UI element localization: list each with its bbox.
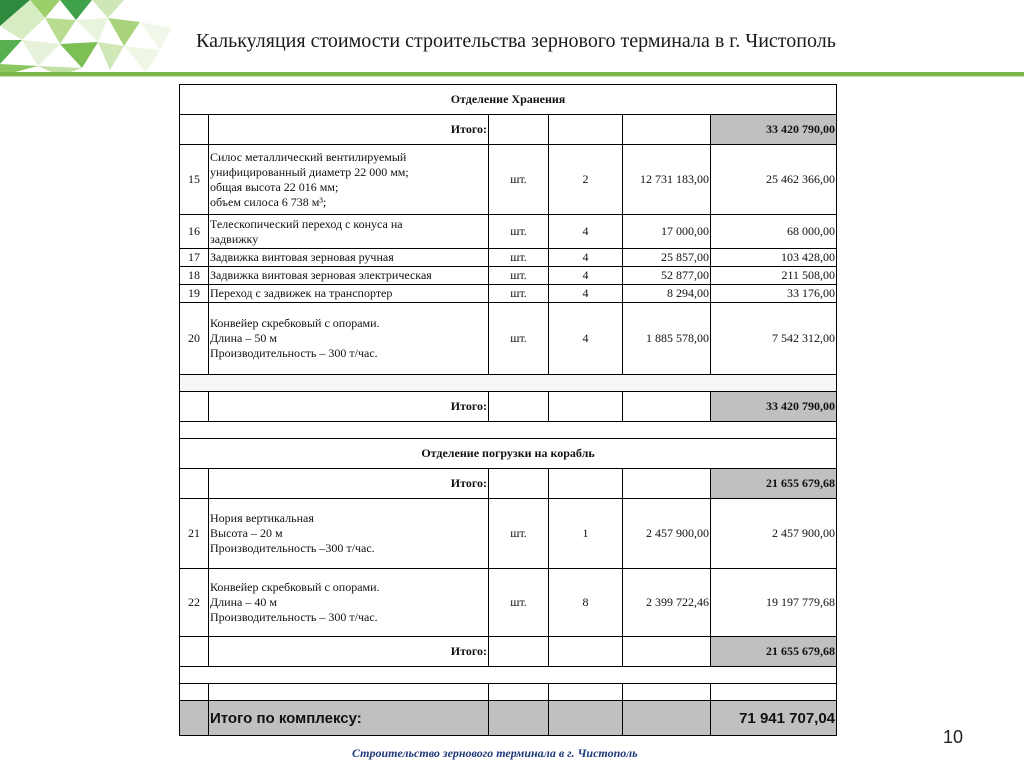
quantity: 4 xyxy=(549,303,623,375)
header-divider-light xyxy=(0,76,1024,77)
subtotal-row-storage-bottom xyxy=(180,392,837,422)
row-number: 15 xyxy=(180,145,209,215)
spacer-row xyxy=(180,422,837,439)
row-number: 16 xyxy=(180,215,209,249)
row-number: 20 xyxy=(180,303,209,375)
item-description xyxy=(209,249,489,267)
footer-caption: Строительство зернового терминала в г. Чистополь xyxy=(352,746,638,760)
description-line: Высота – 20 м xyxy=(210,526,283,540)
row-number: 21 xyxy=(180,499,209,569)
section-header-storage xyxy=(180,85,837,115)
table-row xyxy=(180,499,837,569)
unit: шт. xyxy=(489,145,549,215)
row-number: 17 xyxy=(180,249,209,267)
item-description xyxy=(209,145,489,215)
unit-price: 25 857,00 xyxy=(623,249,711,267)
subtotal-row-storage-top xyxy=(180,115,837,145)
description-line: Производительность – 300 т/час. xyxy=(210,610,378,624)
subtotal-value: 33 420 790,00 xyxy=(711,392,837,422)
table-row xyxy=(180,569,837,637)
description-line: унифицированный диаметр 22 000 мм; xyxy=(210,164,409,179)
item-description xyxy=(209,267,489,285)
item-description xyxy=(209,499,489,569)
subtotal-row-loading-top xyxy=(180,469,837,499)
description-line: Конвейер скребковый с опорами. xyxy=(210,580,380,594)
line-sum: 2 457 900,00 xyxy=(711,499,837,569)
spacer-row xyxy=(180,667,837,684)
unit-price: 17 000,00 xyxy=(623,215,711,249)
description-line: Нория вертикальная xyxy=(210,511,314,525)
row-number: 22 xyxy=(180,569,209,637)
description-line: Задвижка винтовая зерновая ручная xyxy=(210,250,394,264)
grand-total-value: 71 941 707,04 xyxy=(711,701,837,736)
table-row xyxy=(180,249,837,267)
description-line: задвижку xyxy=(210,231,259,246)
subtotal-label: Итого: xyxy=(209,637,489,667)
subtotal-value: 33 420 790,00 xyxy=(711,115,837,145)
subtotal-label: Итого: xyxy=(209,392,489,422)
unit: шт. xyxy=(489,285,549,303)
table-row xyxy=(180,215,837,249)
line-sum: 25 462 366,00 xyxy=(711,145,837,215)
quantity: 4 xyxy=(549,215,623,249)
quantity: 4 xyxy=(549,267,623,285)
cost-table xyxy=(179,84,837,736)
description-line: Производительность –300 т/час. xyxy=(210,541,375,555)
unit-price: 2 457 900,00 xyxy=(623,499,711,569)
subtotal-value: 21 655 679,68 xyxy=(711,469,837,499)
unit-price: 52 877,00 xyxy=(623,267,711,285)
unit: шт. xyxy=(489,249,549,267)
line-sum: 19 197 779,68 xyxy=(711,569,837,637)
unit-price: 1 885 578,00 xyxy=(623,303,711,375)
grand-total-row xyxy=(180,701,837,736)
description-line: Производительность – 300 т/час. xyxy=(210,346,378,360)
spacer-row xyxy=(180,684,837,701)
table-row xyxy=(180,285,837,303)
item-description xyxy=(209,285,489,303)
unit: шт. xyxy=(489,569,549,637)
table-row xyxy=(180,303,837,375)
corner-logo-triangles xyxy=(0,0,220,76)
unit-price: 8 294,00 xyxy=(623,285,711,303)
line-sum: 103 428,00 xyxy=(711,249,837,267)
item-description xyxy=(209,303,489,375)
description-line: Переход с задвижек на транспортер xyxy=(210,286,393,300)
description-line: Конвейер скребковый с опорами. xyxy=(210,316,380,330)
section-title: Отделение Хранения xyxy=(180,85,837,115)
subtotal-label: Итого: xyxy=(209,115,489,145)
line-sum: 68 000,00 xyxy=(711,215,837,249)
quantity: 4 xyxy=(549,285,623,303)
subtotal-label: Итого: xyxy=(209,469,489,499)
subtotal-row-loading-bottom xyxy=(180,637,837,667)
row-number: 19 xyxy=(180,285,209,303)
unit: шт. xyxy=(489,215,549,249)
description-line: Задвижка винтовая зерновая электрическая xyxy=(210,268,432,282)
description-line: общая высота 22 016 мм; xyxy=(210,179,339,194)
row-number: 18 xyxy=(180,267,209,285)
section-title: Отделение погрузки на корабль xyxy=(180,439,837,469)
description-line: Силос металлический вентилируемый xyxy=(210,149,407,164)
quantity: 2 xyxy=(549,145,623,215)
quantity: 4 xyxy=(549,249,623,267)
spacer-row xyxy=(180,375,837,392)
section-header-loading xyxy=(180,439,837,469)
table-row xyxy=(180,145,837,215)
table-row xyxy=(180,267,837,285)
unit: шт. xyxy=(489,303,549,375)
unit-price: 2 399 722,46 xyxy=(623,569,711,637)
unit: шт. xyxy=(489,499,549,569)
quantity: 8 xyxy=(549,569,623,637)
line-sum: 211 508,00 xyxy=(711,267,837,285)
item-description xyxy=(209,215,489,249)
description-line: Длина – 40 м xyxy=(210,595,277,609)
quantity: 1 xyxy=(549,499,623,569)
unit-price: 12 731 183,00 xyxy=(623,145,711,215)
page-number: 10 xyxy=(943,727,964,747)
subtotal-value: 21 655 679,68 xyxy=(711,637,837,667)
grand-total-label: Итого по комплексу: xyxy=(209,701,489,736)
description-line: Длина – 50 м xyxy=(210,331,277,345)
unit: шт. xyxy=(489,267,549,285)
item-description xyxy=(209,569,489,637)
description-line: объем силоса 6 738 м³; xyxy=(210,194,327,209)
description-line: Телескопический переход с конуса на xyxy=(210,216,403,231)
page-title: Калькуляция стоимости строительства зернового терминала в г. Чистополь xyxy=(196,30,836,52)
line-sum: 33 176,00 xyxy=(711,285,837,303)
line-sum: 7 542 312,00 xyxy=(711,303,837,375)
